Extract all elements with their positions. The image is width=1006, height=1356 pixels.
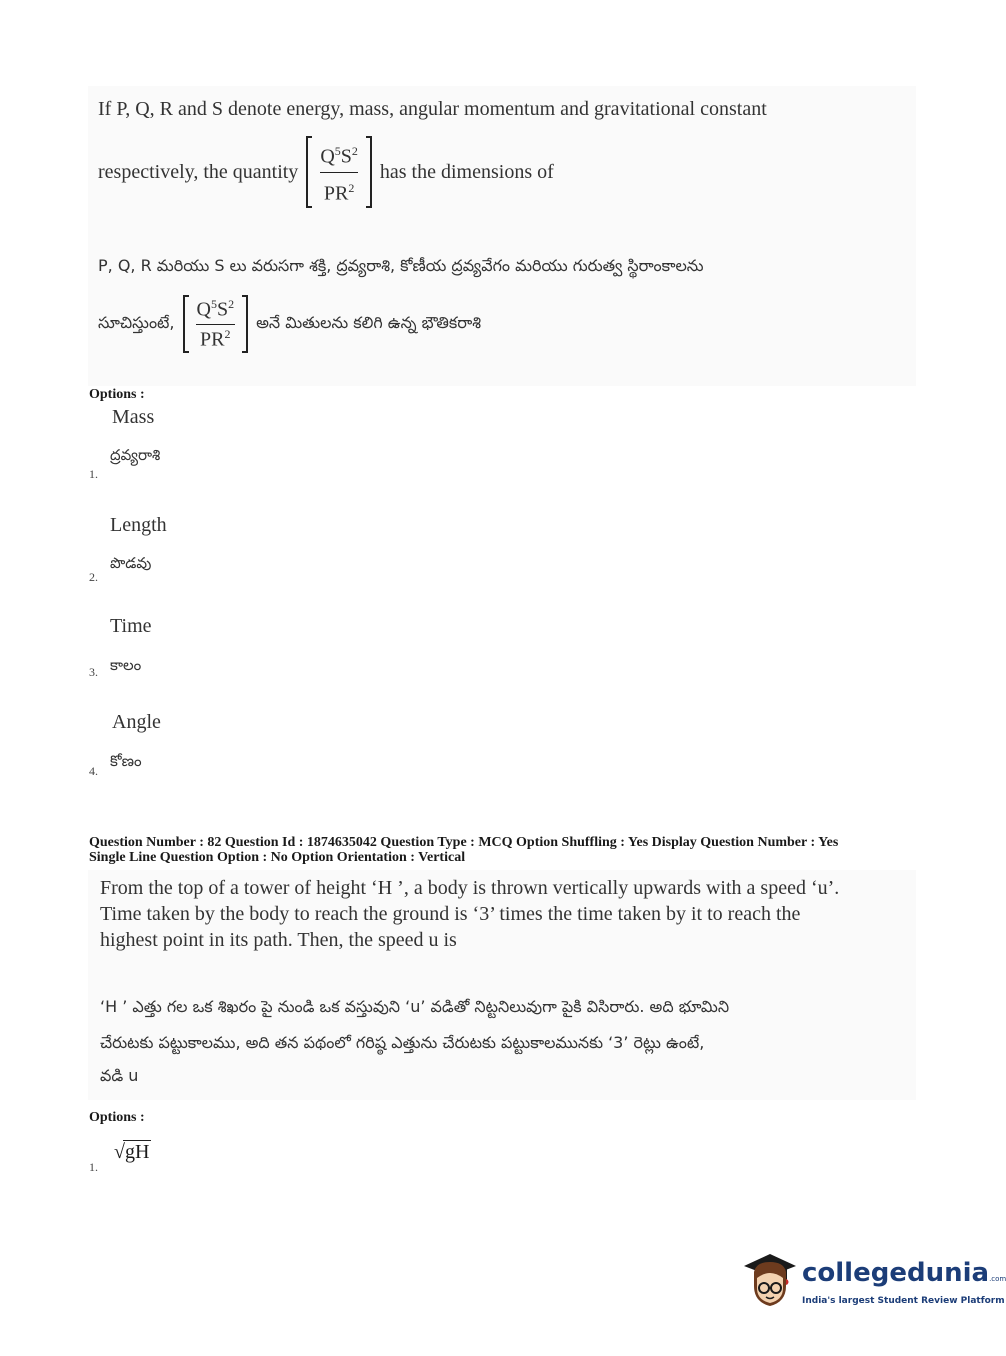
q81-option4-num: 4. [89, 764, 98, 778]
logo-mascot-icon [740, 1248, 800, 1312]
q81-te-prefix: సూచిస్తుంటే, [98, 312, 175, 332]
q82-te-line1: ‘H ’ ఎత్తు గల ఒక శిఖరం పై నుండి ఒక వస్తువుని ‘u’ వడితో నిట్టనిలువుగా పైకి విసిరారు. అది భూమిని [100, 997, 730, 1016]
q81-te-formula: $\frac{Q^5S^2}{PR^2}$ [183, 295, 249, 353]
q82-options-label: Options : [89, 1110, 145, 1125]
q81-option2-te[interactable]: పొడవు [110, 554, 152, 572]
q81-option2-en[interactable]: Length [110, 514, 167, 536]
q81-option1-te[interactable]: ద్రవ్యరాశి [110, 446, 161, 464]
q81-option3-te[interactable]: కాలం [110, 656, 142, 674]
q81-option2-num: 2. [89, 570, 98, 584]
q82-option1-num: 1. [89, 1160, 98, 1174]
q81-te-line1: P, Q, R మరియు S లు వరుసగా శక్తి, ద్రవ్యరాశి, కోణీయ ద్రవ్యవేగం మరియు గురుత్వ స్థిరాంకాలను [98, 256, 704, 275]
q82-meta-line2: Single Line Question Option : No Option Orientation : Vertical [89, 850, 466, 865]
logo-name: collegedunia [802, 1258, 990, 1288]
q81-option4-en[interactable]: Angle [112, 711, 161, 733]
q82-te-line2: చేరుటకు పట్టుకాలము, అది తన పథంలో గరిష్ఠ ఎత్తును చేరుటకు పట్టుకాలమునకు ‘3’ రెట్లు ఉంటే, [100, 1033, 705, 1052]
q81-en-line1: If P, Q, R and S denote energy, mass, angular momentum and gravitational constant [98, 98, 767, 120]
q81-en-suffix: has the dimensions of [379, 161, 554, 184]
q81-options-label: Options : [89, 387, 145, 402]
q81-te-suffix: అనే మితులను కలిగి ఉన్న భౌతికరాశి [256, 312, 482, 332]
q81-en-formula: $\frac{Q^5S^2}{PR^2}$ [306, 136, 372, 208]
q81-en-prefix: respectively, the quantity [98, 161, 299, 184]
logo-suffix: .com [989, 1275, 1006, 1283]
q82-option1-sqrt[interactable] [114, 1140, 151, 1164]
q81-option3-num: 3. [89, 665, 98, 679]
q81-option3-en[interactable]: Time [110, 615, 152, 637]
q82-en-line2: Time taken by the body to reach the ground is ‘3’ times the time taken by it to reach the [100, 903, 801, 925]
q81-te-formula-line [98, 295, 481, 353]
q82-option1-radicand: gH [124, 1141, 150, 1163]
q82-en-line3: highest point in its path. Then, the speed u is [100, 929, 457, 951]
q82-te-line3: వడి u [100, 1066, 139, 1085]
q81-option1-num: 1. [89, 467, 98, 481]
sqrt-icon: √ [114, 1141, 125, 1163]
q82-en-line1: From the top of a tower of height ‘H ’, a body is thrown vertically upwards with a speed ‘u’. [100, 877, 840, 899]
q81-option4-te[interactable]: కోణం [110, 752, 142, 770]
q81-option1-en[interactable]: Mass [112, 406, 155, 428]
q82-meta-line1: Question Number : 82 Question Id : 1874635042 Question Type : MCQ Option Shuffling : Yes Display Question Number : Yes [89, 835, 839, 850]
collegedunia-logo [740, 1248, 1006, 1318]
q81-en-formula-line [98, 136, 554, 208]
logo-tagline: India's largest Student Review Platform [802, 1296, 1005, 1306]
